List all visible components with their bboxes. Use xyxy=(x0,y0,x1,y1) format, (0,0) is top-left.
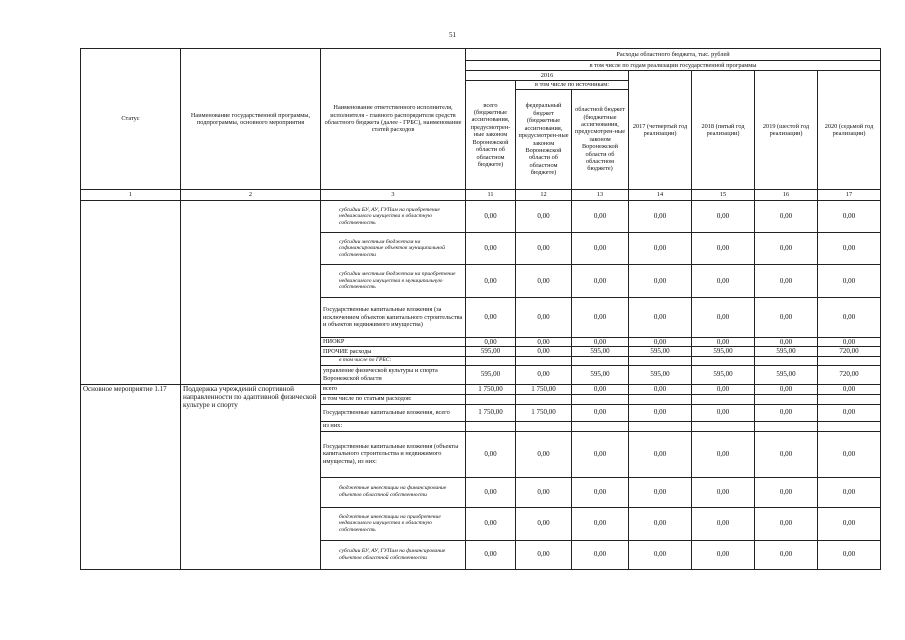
row-value: 0,00 xyxy=(818,298,881,338)
row-value: 0,00 xyxy=(755,265,818,298)
row-value: 0,00 xyxy=(516,507,572,540)
row-label: всего xyxy=(321,384,466,394)
row-label: Государственные капитальные вложения (за исключением объектов капитального строительства и объектов недвижимого имущества) xyxy=(321,298,466,338)
row-value: 0,00 xyxy=(572,507,629,540)
row-value: 595,00 xyxy=(629,365,692,384)
row-value: 0,00 xyxy=(516,298,572,338)
row-label: в том числе по ГРБС: xyxy=(321,356,466,365)
header-2018: 2018 (пятый год реализации) xyxy=(692,71,755,190)
row-value: 0,00 xyxy=(516,201,572,233)
row-value: 0,00 xyxy=(692,338,755,347)
row-value xyxy=(516,421,572,431)
row-label: субсидии БУ, АУ, ГУПам на финансирование объектов областной собственности xyxy=(321,540,466,569)
row-value: 0,00 xyxy=(572,540,629,569)
row-value: 0,00 xyxy=(629,233,692,265)
column-number: 1 xyxy=(81,190,181,201)
row-label: НИОКР xyxy=(321,338,466,347)
column-number: 12 xyxy=(516,190,572,201)
row-value: 0,00 xyxy=(516,365,572,384)
row-value xyxy=(466,356,516,365)
column-number: 11 xyxy=(466,190,516,201)
row-value: 0,00 xyxy=(516,233,572,265)
row-value: 0,00 xyxy=(818,431,881,477)
row-value: 0,00 xyxy=(516,540,572,569)
header-year-2016: 2016 xyxy=(466,71,629,81)
row-value: 0,00 xyxy=(629,540,692,569)
column-number: 2 xyxy=(181,190,321,201)
row-value xyxy=(572,421,629,431)
row-value: 0,00 xyxy=(516,338,572,347)
row-value xyxy=(466,421,516,431)
row-value: 0,00 xyxy=(818,338,881,347)
row-value: 1 750,00 xyxy=(466,404,516,421)
row-value: 0,00 xyxy=(516,347,572,356)
row-value: 0,00 xyxy=(692,477,755,507)
row-value: 0,00 xyxy=(572,233,629,265)
row-value: 1 750,00 xyxy=(466,384,516,394)
row-value: 0,00 xyxy=(818,477,881,507)
row-label: субсидии БУ, АУ, ГУПам на приобретение недвижимого имущества в областную собственность xyxy=(321,201,466,233)
row-value xyxy=(516,356,572,365)
row-value xyxy=(572,394,629,404)
header-by-years: в том числе по годам реализации государственной программы xyxy=(466,61,881,71)
row-value: 0,00 xyxy=(572,298,629,338)
table-row xyxy=(81,384,881,394)
row-value: 0,00 xyxy=(466,201,516,233)
row-value: 0,00 xyxy=(692,540,755,569)
row-value: 0,00 xyxy=(629,338,692,347)
column-number: 17 xyxy=(818,190,881,201)
row-value xyxy=(818,421,881,431)
row-value: 0,00 xyxy=(755,298,818,338)
column-number: 3 xyxy=(321,190,466,201)
row-value xyxy=(692,394,755,404)
row-value: 0,00 xyxy=(466,265,516,298)
row-label: ПРОЧИЕ расходы xyxy=(321,347,466,356)
row-value: 0,00 xyxy=(818,265,881,298)
row-value xyxy=(466,394,516,404)
activity-name: Поддержка учреждений спортивной направленности по адаптивной физической культуре и спорту xyxy=(181,384,321,569)
row-label: в том числе по статьям расходов: xyxy=(321,394,466,404)
row-label: субсидии местным бюджетам на софинансирование объектов муниципальной собственности xyxy=(321,233,466,265)
row-value: 0,00 xyxy=(818,507,881,540)
row-value: 0,00 xyxy=(755,384,818,394)
row-value: 0,00 xyxy=(818,201,881,233)
row-label: из них: xyxy=(321,421,466,431)
header-regional: областной бюджет (бюджетные ассигнования, предусмотрен-ные законом Воронежской области об областном бюджете) xyxy=(572,90,629,190)
empty-program-cell xyxy=(181,201,321,385)
row-value xyxy=(755,356,818,365)
row-value xyxy=(692,356,755,365)
row-value: 0,00 xyxy=(572,265,629,298)
budget-table xyxy=(80,48,881,570)
row-value: 0,00 xyxy=(818,540,881,569)
row-value: 595,00 xyxy=(629,347,692,356)
row-value: 595,00 xyxy=(692,365,755,384)
row-value: 0,00 xyxy=(572,338,629,347)
row-value: 0,00 xyxy=(516,477,572,507)
empty-status-cell xyxy=(81,201,181,385)
row-value: 0,00 xyxy=(629,265,692,298)
row-value: 595,00 xyxy=(572,365,629,384)
row-value: 595,00 xyxy=(692,347,755,356)
row-value: 0,00 xyxy=(818,384,881,394)
row-value: 0,00 xyxy=(692,384,755,394)
row-value: 0,00 xyxy=(516,265,572,298)
row-value: 0,00 xyxy=(466,338,516,347)
row-value: 0,00 xyxy=(629,384,692,394)
header-total: всего (бюджетные ассигнования, предусмотрен-ные законом Воронежской области об областном бюджете) xyxy=(466,81,516,190)
column-number: 14 xyxy=(629,190,692,201)
row-value xyxy=(755,421,818,431)
row-value: 1 750,00 xyxy=(516,384,572,394)
row-value: 0,00 xyxy=(466,507,516,540)
row-value: 0,00 xyxy=(692,431,755,477)
header-2019: 2019 (шестой год реализации) xyxy=(755,71,818,190)
row-value xyxy=(692,421,755,431)
header-expenses: Расходы областного бюджета, тыс. рублей xyxy=(466,49,881,61)
row-value: 0,00 xyxy=(629,477,692,507)
row-value: 0,00 xyxy=(755,507,818,540)
row-value: 0,00 xyxy=(755,338,818,347)
row-value: 0,00 xyxy=(755,233,818,265)
row-value: 0,00 xyxy=(755,201,818,233)
row-value: 0,00 xyxy=(818,404,881,421)
column-numbers-row xyxy=(81,190,881,201)
table-row xyxy=(81,201,881,233)
activity-status: Основное мероприятие 1.17 xyxy=(81,384,181,569)
row-value: 0,00 xyxy=(755,404,818,421)
row-value xyxy=(572,356,629,365)
row-value xyxy=(629,421,692,431)
column-number: 15 xyxy=(692,190,755,201)
row-value: 595,00 xyxy=(466,347,516,356)
row-value: 0,00 xyxy=(692,233,755,265)
row-value: 0,00 xyxy=(692,265,755,298)
row-value: 0,00 xyxy=(629,404,692,421)
row-value: 0,00 xyxy=(572,404,629,421)
header-federal: федеральный бюджет (бюджетные ассигнования, предусмотрен-ные законом Воронежской области об областном бюджете) xyxy=(516,90,572,190)
row-value xyxy=(629,394,692,404)
row-value: 0,00 xyxy=(629,431,692,477)
row-label: управление физической культуры и спорта Воронежской области xyxy=(321,365,466,384)
row-value: 0,00 xyxy=(692,507,755,540)
header-program-name: Наименование государственной программы, подпрограммы, основного мероприятия xyxy=(181,49,321,190)
row-value xyxy=(818,356,881,365)
row-value: 0,00 xyxy=(572,431,629,477)
row-value xyxy=(818,394,881,404)
row-value xyxy=(516,394,572,404)
row-value: 720,00 xyxy=(818,365,881,384)
row-value: 0,00 xyxy=(755,477,818,507)
column-number: 16 xyxy=(755,190,818,201)
page-number: 51 xyxy=(449,31,456,39)
row-value: 0,00 xyxy=(692,201,755,233)
header-2017: 2017 (четвертый год реализации) xyxy=(629,71,692,190)
row-value: 0,00 xyxy=(629,201,692,233)
row-value: 0,00 xyxy=(692,404,755,421)
row-value: 0,00 xyxy=(516,431,572,477)
row-value: 595,00 xyxy=(466,365,516,384)
header-2020: 2020 (седьмой год реализации) xyxy=(818,71,881,190)
row-label: бюджетные инвестиции на приобретение недвижимого имущества в областную собственность xyxy=(321,507,466,540)
row-value: 0,00 xyxy=(572,384,629,394)
header-executor: Наименование ответственного исполнителя, исполнителя - главного распорядителя средств областного бюджета (далее - ГРБС), наименование статей расходов xyxy=(321,49,466,190)
row-label: Государственные капитальные вложения (объекты капитального строительства и недвижимого имущества), из них: xyxy=(321,431,466,477)
row-value: 0,00 xyxy=(755,431,818,477)
row-value: 0,00 xyxy=(466,477,516,507)
row-value: 0,00 xyxy=(572,201,629,233)
row-value: 0,00 xyxy=(629,298,692,338)
row-label: субсидии местным бюджетам на приобретение недвижимого имущества в муниципальную собственность xyxy=(321,265,466,298)
row-label: бюджетные инвестиции на финансирование объектов областной собственности xyxy=(321,477,466,507)
row-value: 0,00 xyxy=(466,540,516,569)
row-value: 0,00 xyxy=(572,477,629,507)
row-value: 720,00 xyxy=(818,347,881,356)
row-value: 0,00 xyxy=(692,298,755,338)
row-value xyxy=(755,394,818,404)
row-label: Государственные капитальные вложения, всего xyxy=(321,404,466,421)
row-value: 0,00 xyxy=(818,233,881,265)
header-incl-sources: в том числе по источникам: xyxy=(516,81,629,90)
row-value xyxy=(629,356,692,365)
row-value: 595,00 xyxy=(755,347,818,356)
row-value: 0,00 xyxy=(629,507,692,540)
row-value: 595,00 xyxy=(572,347,629,356)
row-value: 595,00 xyxy=(755,365,818,384)
column-number: 13 xyxy=(572,190,629,201)
row-value: 0,00 xyxy=(466,298,516,338)
row-value: 0,00 xyxy=(466,233,516,265)
row-value: 0,00 xyxy=(466,431,516,477)
row-value: 0,00 xyxy=(755,540,818,569)
header-status: Статус xyxy=(81,49,181,190)
row-value: 1 750,00 xyxy=(516,404,572,421)
